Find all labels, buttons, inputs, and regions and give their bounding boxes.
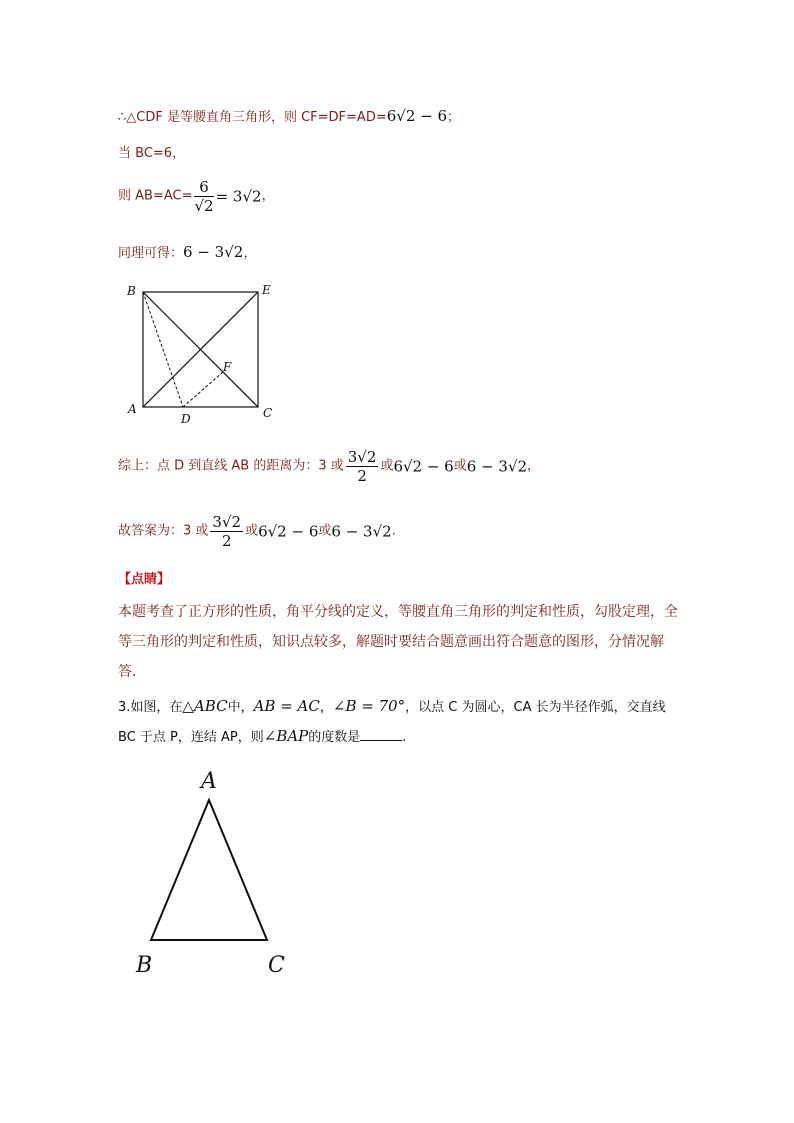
text: 的度数是 [308, 730, 361, 745]
text: 则 AB=AC= [118, 188, 193, 204]
denominator: 2 [221, 532, 232, 550]
label-f: F [223, 360, 232, 374]
question-3-line-2 [118, 726, 406, 748]
text: 或 [380, 458, 394, 474]
dianjing-heading: 【点睛】 [118, 572, 171, 587]
math-expression: 6 − 3√2 [183, 243, 244, 261]
label-a: A [201, 769, 217, 794]
fraction [346, 448, 379, 485]
text: 同理可得： [118, 246, 184, 261]
text: ∴△CDF 是等腰直角三角形，则 CF=DF=AD= [118, 110, 387, 125]
text: ， [319, 700, 333, 715]
denominator: 2 [357, 467, 367, 485]
text: BC 于点 P，连结 AP，则 [118, 730, 264, 745]
label-c: C [263, 406, 273, 420]
solution-line-3 [118, 178, 275, 215]
square-diagram [118, 278, 288, 428]
math-expression: 6√2 − 6 [386, 107, 448, 125]
solution-line-6 [118, 513, 396, 550]
triangle-diagram [130, 762, 300, 982]
solution-line-1 [118, 106, 460, 128]
label-a: A [128, 402, 137, 416]
summary-line-3: 答. [118, 664, 137, 680]
math-expression: = 3√2 [215, 187, 262, 206]
label-c: C [268, 953, 285, 978]
text: 综上：点 D 到直线 AB 的距离为：3 或 [118, 458, 344, 474]
text: 3.如图，在 [118, 700, 183, 715]
text: 或 [245, 523, 259, 539]
text: ； [447, 110, 461, 125]
math-expression: 6√2 − 6 [393, 457, 454, 476]
math-expression: 6√2 − 6 [258, 522, 319, 541]
text: 当 BC=6， [118, 146, 186, 161]
math-expression: 6 − 3√2 [331, 522, 392, 541]
math-angle: ∠BAP [263, 727, 309, 745]
math-expression: ∠B = 70° [332, 697, 406, 715]
label-b: B [136, 953, 153, 978]
numerator: 3√2 [347, 448, 377, 466]
text: . [402, 730, 407, 745]
label-b: B [127, 284, 136, 298]
text: 或 [318, 523, 332, 539]
summary-line-2: 等三角形的判定和性质，知识点较多，解题时要结合题意画出符合题意的图形，分情况解 [118, 634, 664, 650]
text: ， [243, 246, 257, 261]
text: ， [261, 188, 275, 204]
text: 或 [453, 458, 467, 474]
text: 中， [227, 700, 254, 715]
answer-blank [360, 728, 402, 741]
label-d: D [181, 412, 191, 426]
math-expression: 6 − 3√2 [466, 457, 528, 476]
dashed-bd [143, 292, 183, 407]
solution-line-2 [118, 144, 185, 164]
solution-line-5 [118, 448, 540, 485]
label-e: E [262, 283, 271, 297]
fraction [210, 513, 243, 550]
math-triangle: △ABC [182, 697, 228, 715]
math-expression: AB = AC [253, 697, 320, 715]
numerator: 6 [194, 178, 213, 197]
fraction [194, 178, 213, 215]
numerator: 3√2 [212, 513, 242, 531]
text: ， [527, 458, 541, 474]
text: ，以点 C 为圆心，CA 长为半径作弧，交直线 [405, 700, 666, 715]
solution-line-4 [118, 242, 256, 264]
denominator: √2 [194, 197, 214, 215]
triangle-abc [151, 800, 267, 940]
summary-line-1: 本题考查了正方形的性质，角平分线的定义，等腰直角三角形的判定和性质，勾股定理，全 [118, 604, 678, 620]
dashed-df [183, 372, 223, 407]
question-3-line-1 [118, 696, 666, 718]
text: 故答案为：3 或 [118, 523, 209, 539]
text: . [391, 523, 396, 539]
